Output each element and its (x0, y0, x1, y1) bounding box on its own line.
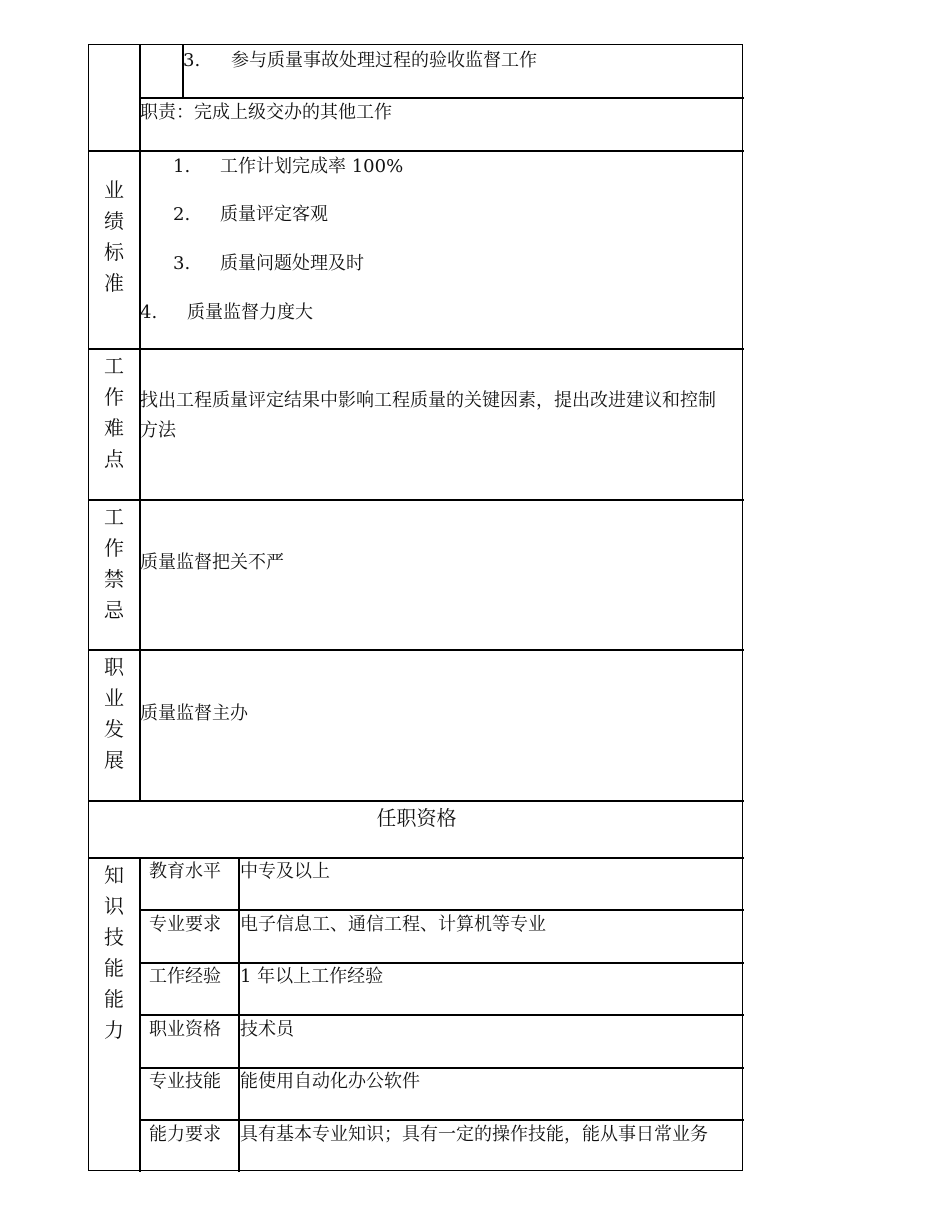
qualification-key: 专业技能 (149, 1071, 221, 1092)
performance-item-number: 4. (140, 302, 158, 323)
qualification-key: 工作经验 (149, 966, 221, 987)
qualification-key: 职业资格 (149, 1019, 221, 1040)
row-divider (89, 150, 744, 152)
row-divider (140, 1067, 744, 1069)
qualification-value: 电子信息工、通信工程、计算机等专业 (240, 914, 546, 935)
performance-item-text: 质量问题处理及时 (220, 253, 364, 274)
difficulty-label: 工 作 难 点 (104, 354, 124, 471)
taboo-text: 质量监督把关不严 (140, 552, 284, 573)
difficulty-text: 找出工程质量评定结果中影响工程质量的关键因素，提出改进建议和控制方法 (140, 390, 716, 441)
qualification-key: 专业要求 (149, 914, 221, 935)
career-label: 职 业 发 展 (104, 655, 124, 772)
row-divider (89, 348, 744, 350)
row-divider (140, 97, 744, 99)
row-divider (89, 800, 744, 802)
performance-item-number: 2. (173, 204, 191, 225)
qualification-value: 具有基本专业知识；具有一定的操作技能，能从事日常业务 (240, 1124, 708, 1145)
qualification-value: 技术员 (240, 1019, 294, 1040)
row-divider (140, 909, 744, 911)
job-description-table (88, 44, 743, 1171)
row-divider (89, 857, 744, 859)
performance-item-text: 工作计划完成率 100% (220, 156, 404, 177)
performance-label: 业 绩 标 准 (104, 178, 124, 295)
performance-item-number: 3. (173, 253, 191, 274)
column-divider (139, 857, 141, 1172)
performance-item-text: 质量监督力度大 (187, 302, 313, 323)
duty-item-text: 参与质量事故处理过程的验收监督工作 (231, 50, 537, 71)
taboo-label: 工 作 禁 忌 (104, 505, 124, 622)
row-divider (140, 1014, 744, 1016)
row-divider (89, 649, 744, 651)
qualification-value: 中专及以上 (240, 861, 330, 882)
other-duty-text: 职责：完成上级交办的其他工作 (140, 102, 392, 123)
qualification-value: 能使用自动化办公软件 (240, 1071, 420, 1092)
qualification-key: 教育水平 (149, 861, 221, 882)
performance-item-text: 质量评定客观 (220, 204, 328, 225)
performance-item-number: 1. (173, 156, 191, 177)
qualification-value: 1 年以上工作经验 (240, 966, 384, 987)
row-divider (140, 1119, 744, 1121)
row-divider (89, 499, 744, 501)
qualification-key: 能力要求 (149, 1124, 221, 1145)
qualification-title: 任职资格 (376, 806, 457, 830)
career-text: 质量监督主办 (140, 703, 248, 724)
duty-item-number: 3. (183, 50, 201, 71)
knowledge-skills-label: 知 识 技 能 能 力 (104, 863, 124, 1042)
row-divider (140, 962, 744, 964)
